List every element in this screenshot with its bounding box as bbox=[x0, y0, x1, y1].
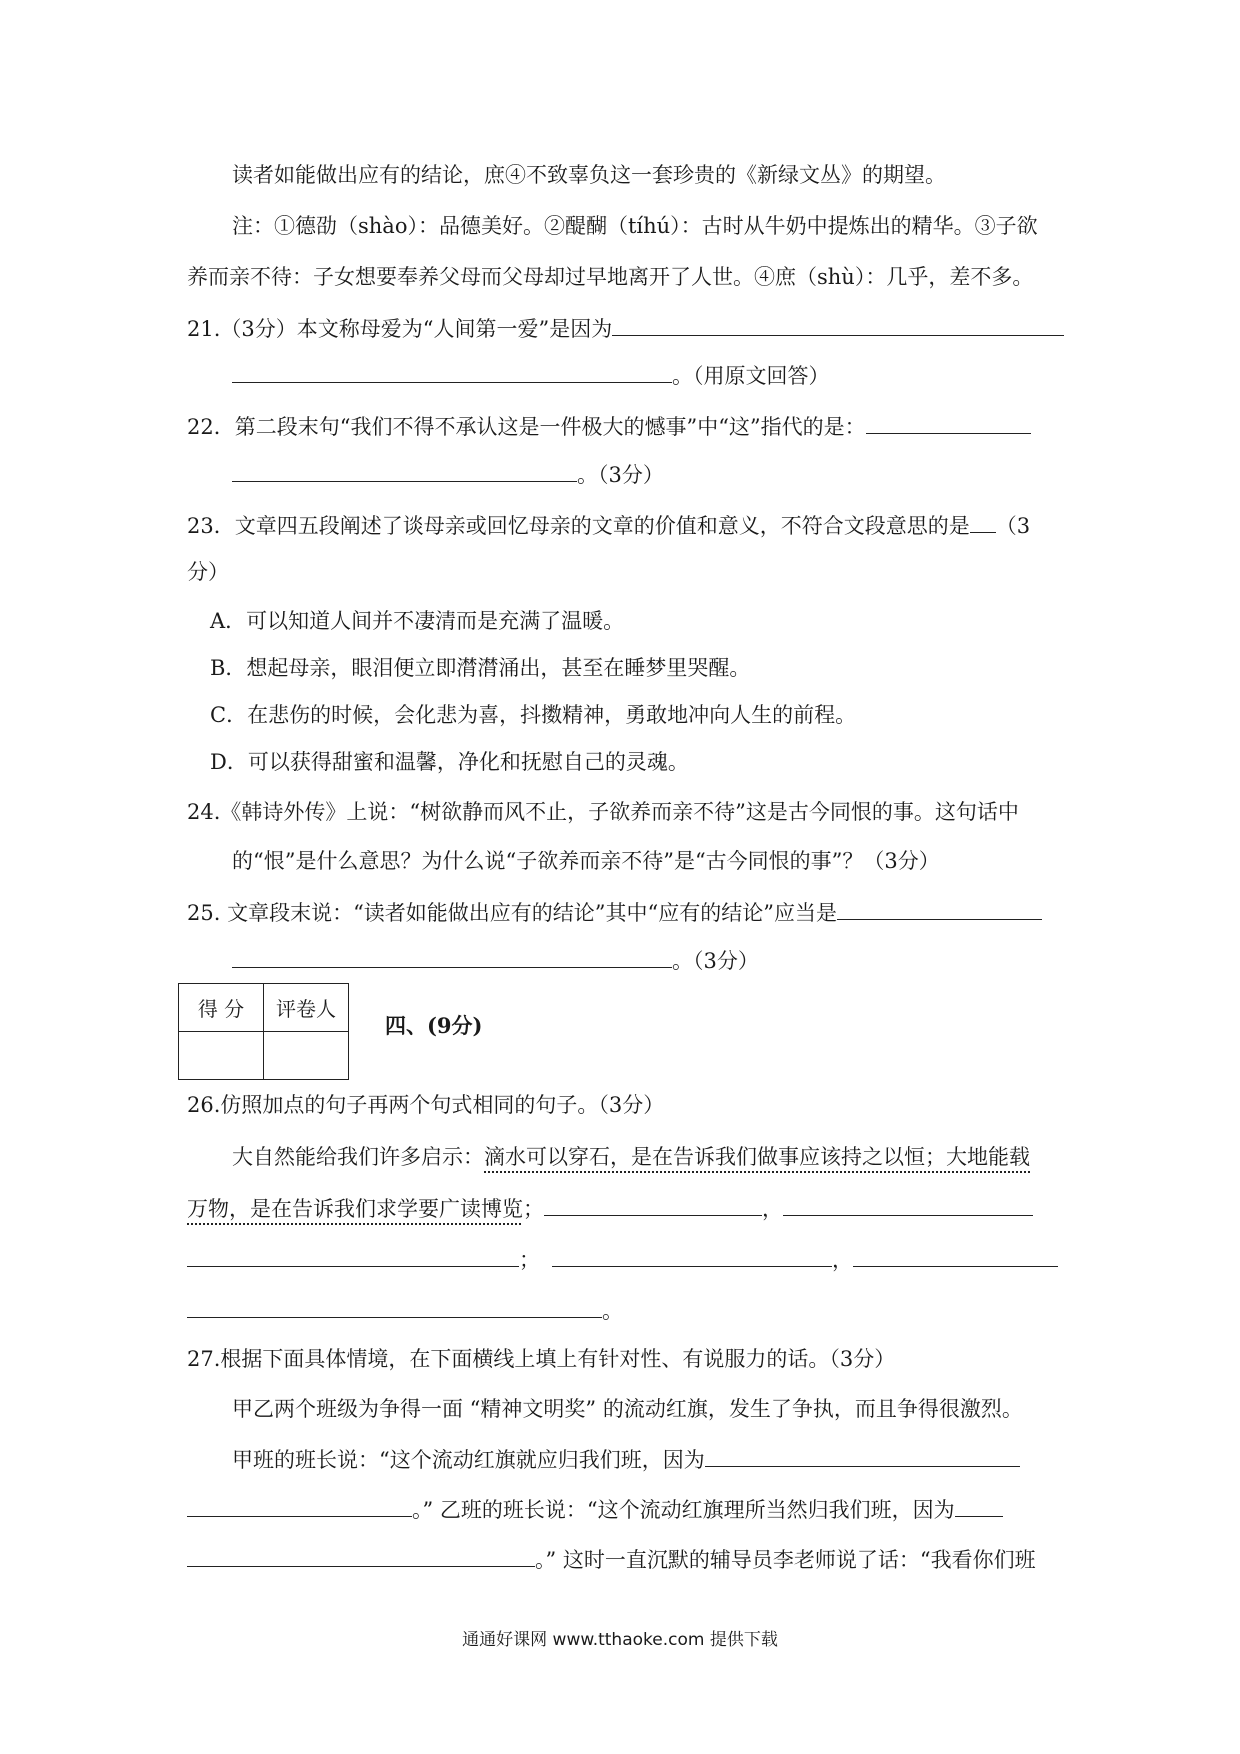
question-26-prompt bbox=[232, 1142, 1030, 1172]
question-25-text: 25. 文章段末说：“读者如能做出应有的结论”其中“应有的结论”应当是 bbox=[187, 901, 838, 925]
question-22 bbox=[187, 411, 1031, 442]
punct: ； bbox=[523, 1197, 544, 1221]
question-25-cont bbox=[232, 945, 759, 976]
answer-blank[interactable] bbox=[837, 897, 1042, 920]
answer-blank[interactable] bbox=[783, 1193, 1033, 1216]
question-22-tail: 。（3分） bbox=[577, 463, 664, 487]
answer-blank[interactable] bbox=[232, 360, 672, 383]
question-27-scenario: 甲乙两个班级为争得一面 “精神文明奖” 的流动红旗，发生了争执，而且争得很激烈。 bbox=[232, 1397, 1023, 1421]
answer-blank[interactable] bbox=[955, 1494, 1003, 1517]
punct: ， bbox=[762, 1197, 783, 1221]
answer-blank[interactable] bbox=[187, 1494, 412, 1517]
notes-line-1: 注：①德劭（shào）：品德美好。②醍醐（tíhú）：古时从牛奶中提炼出的精华。③子欲 bbox=[232, 214, 1038, 238]
answer-blank[interactable] bbox=[232, 945, 672, 968]
question-26-line-2 bbox=[187, 1193, 1033, 1224]
answer-blank[interactable] bbox=[232, 459, 577, 482]
question-25 bbox=[187, 897, 1042, 928]
question-23 bbox=[187, 510, 1030, 541]
answer-blank[interactable] bbox=[970, 510, 996, 533]
question-23-text: 23．文章四五段阐述了谈母亲或回忆母亲的文章的价值和意义，不符合文段意思的是 bbox=[187, 514, 970, 538]
question-23-cont: 分） bbox=[187, 560, 229, 584]
score-cell[interactable] bbox=[179, 1032, 264, 1080]
page-footer: 通通好课网 www.tthaoke.com 提供下载 bbox=[462, 1630, 778, 1650]
option-a: A．可以知道人间并不凄清而是充满了温暖。 bbox=[210, 609, 625, 633]
answer-blank[interactable] bbox=[705, 1444, 1020, 1467]
score-table bbox=[178, 983, 349, 1080]
option-c: C．在悲伤的时候，会化悲为喜，抖擞精神，勇敢地冲向人生的前程。 bbox=[210, 703, 857, 727]
question-21-tail: 。（用原文回答） bbox=[672, 364, 830, 388]
grader-header: 评卷人 bbox=[264, 984, 349, 1032]
answer-blank[interactable] bbox=[866, 411, 1031, 434]
question-26-line-4 bbox=[187, 1295, 623, 1326]
option-d: D．可以获得甜蜜和温馨，净化和抚慰自己的灵魂。 bbox=[210, 750, 689, 774]
question-24: 24.《韩诗外传》上说：“树欲静而风不止，子欲养而亲不待”这是古今同恨的事。这句话中 bbox=[187, 800, 1019, 824]
question-27-line-2 bbox=[232, 1444, 1020, 1475]
answer-blank[interactable] bbox=[552, 1244, 832, 1267]
teacher-speech: 。” 这时一直沉默的辅导员李老师说了话：“我看你们班 bbox=[535, 1548, 1036, 1572]
answer-blank[interactable] bbox=[187, 1295, 602, 1318]
question-26-lead: 大自然能给我们许多启示： bbox=[232, 1145, 484, 1169]
question-23-score: （3 bbox=[995, 514, 1031, 538]
class-a-monitor-speech: 甲班的班长说：“这个流动红旗就应归我们班，因为 bbox=[232, 1448, 705, 1472]
score-header: 得 分 bbox=[179, 984, 264, 1032]
answer-blank[interactable] bbox=[187, 1544, 535, 1567]
notes-line-2: 养而亲不待：子女想要奉养父母而父母却过早地离开了人世。④庶（shù）：几乎，差不多。 bbox=[187, 265, 1034, 289]
question-26: 26.仿照加点的句子再两个句式相同的句子。（3分） bbox=[187, 1093, 665, 1117]
grader-cell[interactable] bbox=[264, 1032, 349, 1080]
dotted-example-sentence: 滴水可以穿石，是在告诉我们做事应该持之以恒；大地能载 bbox=[484, 1145, 1030, 1169]
question-21 bbox=[187, 313, 1064, 344]
question-22-text: 22．第二段末句“我们不得不承认这是一件极大的憾事”中“这”指代的是： bbox=[187, 415, 866, 439]
question-26-line-3 bbox=[187, 1244, 1058, 1275]
passage-last-line: 读者如能做出应有的结论，庶④不致辜负这一套珍贵的《新绿文丛》的期望。 bbox=[232, 163, 946, 187]
question-21-text: 21.（3分）本文称母爱为“人间第一爱”是因为 bbox=[187, 317, 613, 341]
question-25-tail: 。（3分） bbox=[672, 949, 759, 973]
question-27-line-4 bbox=[187, 1544, 1036, 1575]
answer-blank[interactable] bbox=[187, 1244, 519, 1267]
section-heading: 四、(9分) bbox=[385, 1013, 483, 1038]
option-b: B．想起母亲，眼泪便立即潸潸涌出，甚至在睡梦里哭醒。 bbox=[210, 656, 751, 680]
punct: ； bbox=[519, 1248, 540, 1272]
question-24-cont: 的“恨”是什么意思？为什么说“子欲养而亲不待”是“古今同恨的事”？（3分） bbox=[232, 849, 940, 873]
punct: 。 bbox=[602, 1299, 623, 1323]
answer-blank[interactable] bbox=[853, 1244, 1058, 1267]
answer-blank[interactable] bbox=[612, 313, 1064, 336]
question-22-cont bbox=[232, 459, 664, 490]
question-27-line-3 bbox=[187, 1494, 1003, 1525]
dotted-example-sentence-end: 万物，是在告诉我们求学要广读博览 bbox=[187, 1197, 523, 1221]
punct: ， bbox=[832, 1248, 853, 1272]
question-21-cont bbox=[232, 360, 830, 391]
answer-blank[interactable] bbox=[544, 1193, 762, 1216]
question-27: 27.根据下面具体情境，在下面横线上填上有针对性、有说服力的话。（3分） bbox=[187, 1347, 896, 1371]
class-b-monitor-speech: 。” 乙班的班长说：“这个流动红旗理所当然归我们班，因为 bbox=[412, 1498, 955, 1522]
